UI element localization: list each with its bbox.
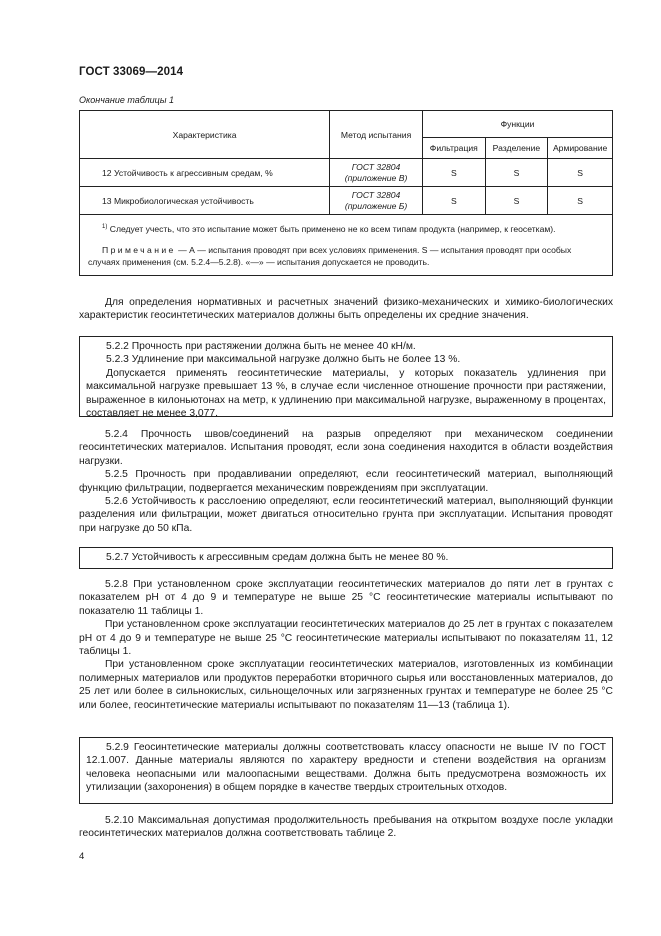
method-annex: (приложение В): [344, 172, 408, 183]
row-filtration: S: [423, 159, 486, 187]
clause-528-block: [79, 578, 613, 712]
row-filtration: S: [423, 187, 486, 215]
row-reinforcement: S: [548, 187, 613, 215]
table-row: [80, 159, 613, 187]
clause-5-2-4: 5.2.4 Прочность швов/соединений на разрыв определяют при механическом соединении геосинтетических материалов. Испытания проводят, если зона соединения находится в области воздействия нагрузки.: [79, 429, 613, 467]
method-annex: (приложение Б): [344, 200, 408, 211]
clause-5-2-8-25-years: При установленном сроке эксплуатации геосинтетических материалов до 25 лет в грунтах с показателем pH от 4 до 9 и температуре не выше 25 °С геосинтетические материалы испытывают по показателям 11, 12 таблицы 1.: [79, 619, 613, 658]
clause-5-2-5: 5.2.5 Прочность при продавливании определяют, если геосинтетический материал, выполняющий функцию фильтрации, подвергается механическим повреждениям при эксплуатации.: [79, 469, 613, 494]
header-reinforcement: Армирование: [548, 138, 613, 159]
clauses-524-526: [79, 428, 613, 535]
characteristics-table: [79, 110, 613, 276]
document-title: ГОСТ 33069—2014: [79, 66, 184, 78]
note-text: — А — испытания проводят при всех условиях применения. S — испытания проводят при особых случаях применения (см. 5.2.4—5.2.8). «—» — испытания допускается не проводить.: [88, 244, 572, 267]
table-row: [80, 187, 613, 215]
row-separation: S: [485, 159, 548, 187]
row-separation: S: [485, 187, 548, 215]
clause-5-2-8: 5.2.8 При установленном сроке эксплуатации геосинтетических материалов до пяти лет в грунтах с показателем pH от 4 до 9 и температуре не выше 25 °С геосинтетические материалы испытывают по показателю 11 таблицы 1.: [79, 579, 613, 617]
boxed-clause-527: [79, 547, 613, 569]
boxed-clause-529: [79, 737, 613, 804]
clause-5-2-2: 5.2.2 Прочность при растяжении должна быть не менее 40 кН/м.: [106, 341, 416, 352]
method-standard: ГОСТ 32804: [351, 189, 401, 200]
clause-5-2-3: 5.2.3 Удлинение при максимальной нагрузке должно быть не более 13 %.: [106, 354, 461, 366]
row-characteristic: 12 Устойчивость к агрессивным средам, %: [80, 159, 330, 187]
footnote-mark: 1): [102, 224, 108, 230]
row-reinforcement: S: [548, 159, 613, 187]
row-method: [330, 159, 423, 187]
row-characteristic: 13 Микробиологическая устойчивость: [80, 187, 330, 215]
header-separation: Разделение: [485, 138, 548, 159]
clause-5-2-10: 5.2.10 Максимальная допустимая продолжительность пребывания на открытом воздухе после укладки геосинтетических материалов должна соответствовать таблице 2.: [79, 815, 613, 840]
header-method: Метод испытания: [330, 111, 423, 159]
table-note: [88, 244, 604, 269]
header-functions: Функции: [423, 111, 613, 138]
header-filtration: Фильтрация: [423, 138, 486, 159]
clause-5210-block: [79, 814, 613, 841]
boxed-clauses-522-523: [79, 336, 613, 420]
table-caption: Окончание таблицы 1: [79, 95, 174, 105]
header-characteristic: Характеристика: [80, 111, 330, 159]
clause-5-2-9: 5.2.9 Геосинтетические материалы должны соответствовать классу опасности не выше IV по ГОСТ 12.1.007. Данные материалы являются по характеру вредности и степени воздействия на организм человека неопасными или малоопасными веществами. Должна быть предусмотрена возможность их утилизации (захоронения) в общем порядке в качестве твердых строительных отходов.: [86, 742, 606, 794]
intro-paragraph: [79, 296, 613, 323]
footnote-text: Следует учесть, что это испытание может быть применено не ко всем типам продукта (например, к геосеткам).: [107, 224, 556, 234]
clause-5-2-8-combined: При установленном сроке эксплуатации геосинтетических материалов, изготовленных из комбинации полимерных материалов или продуктов переработки вторичного сырья или восстановленных материалов, до 25 лет или более в сильнокислых, сильнощелочных или загрязненных грунтах и температуре не более 25 °С или более, геосинтетические материалы испытывают по показателям 11—13 (таблица 1).: [79, 659, 613, 711]
page-number: 4: [79, 851, 85, 862]
method-standard: ГОСТ 32804: [351, 161, 401, 172]
clause-5-2-6: 5.2.6 Устойчивость к расслоению определяют, если геосинтетический материал, выполняющий функции разделения или фильтрации, может двигаться относительно грунта при эксплуатации. Испытания проводят при нагрузке до 50 кПа.: [79, 496, 613, 534]
note-label: Примечание: [102, 244, 176, 255]
paragraph: Для определения нормативных и расчетных значений физико-механических и химико-биологических характеристик геосинтетических материалов должны быть определены их средние значения.: [79, 297, 613, 322]
clause-5-2-3-extension: Допускается применять геосинтетические материалы, у которых показатель удлинения при максимальной нагрузке превышает 13 %, в случае если численное отношение прочности при растяжении, выраженное в килоньютонах на метр, к удлинению при максимальной нагрузке, выраженному в процентах, составляет не менее 3,077.: [86, 367, 606, 420]
table-footnote: [88, 221, 604, 236]
table-notes: [80, 215, 613, 276]
clause-5-2-7: 5.2.7 Устойчивость к агрессивным средам должна быть не менее 80 %.: [106, 552, 449, 563]
row-method: [330, 187, 423, 215]
